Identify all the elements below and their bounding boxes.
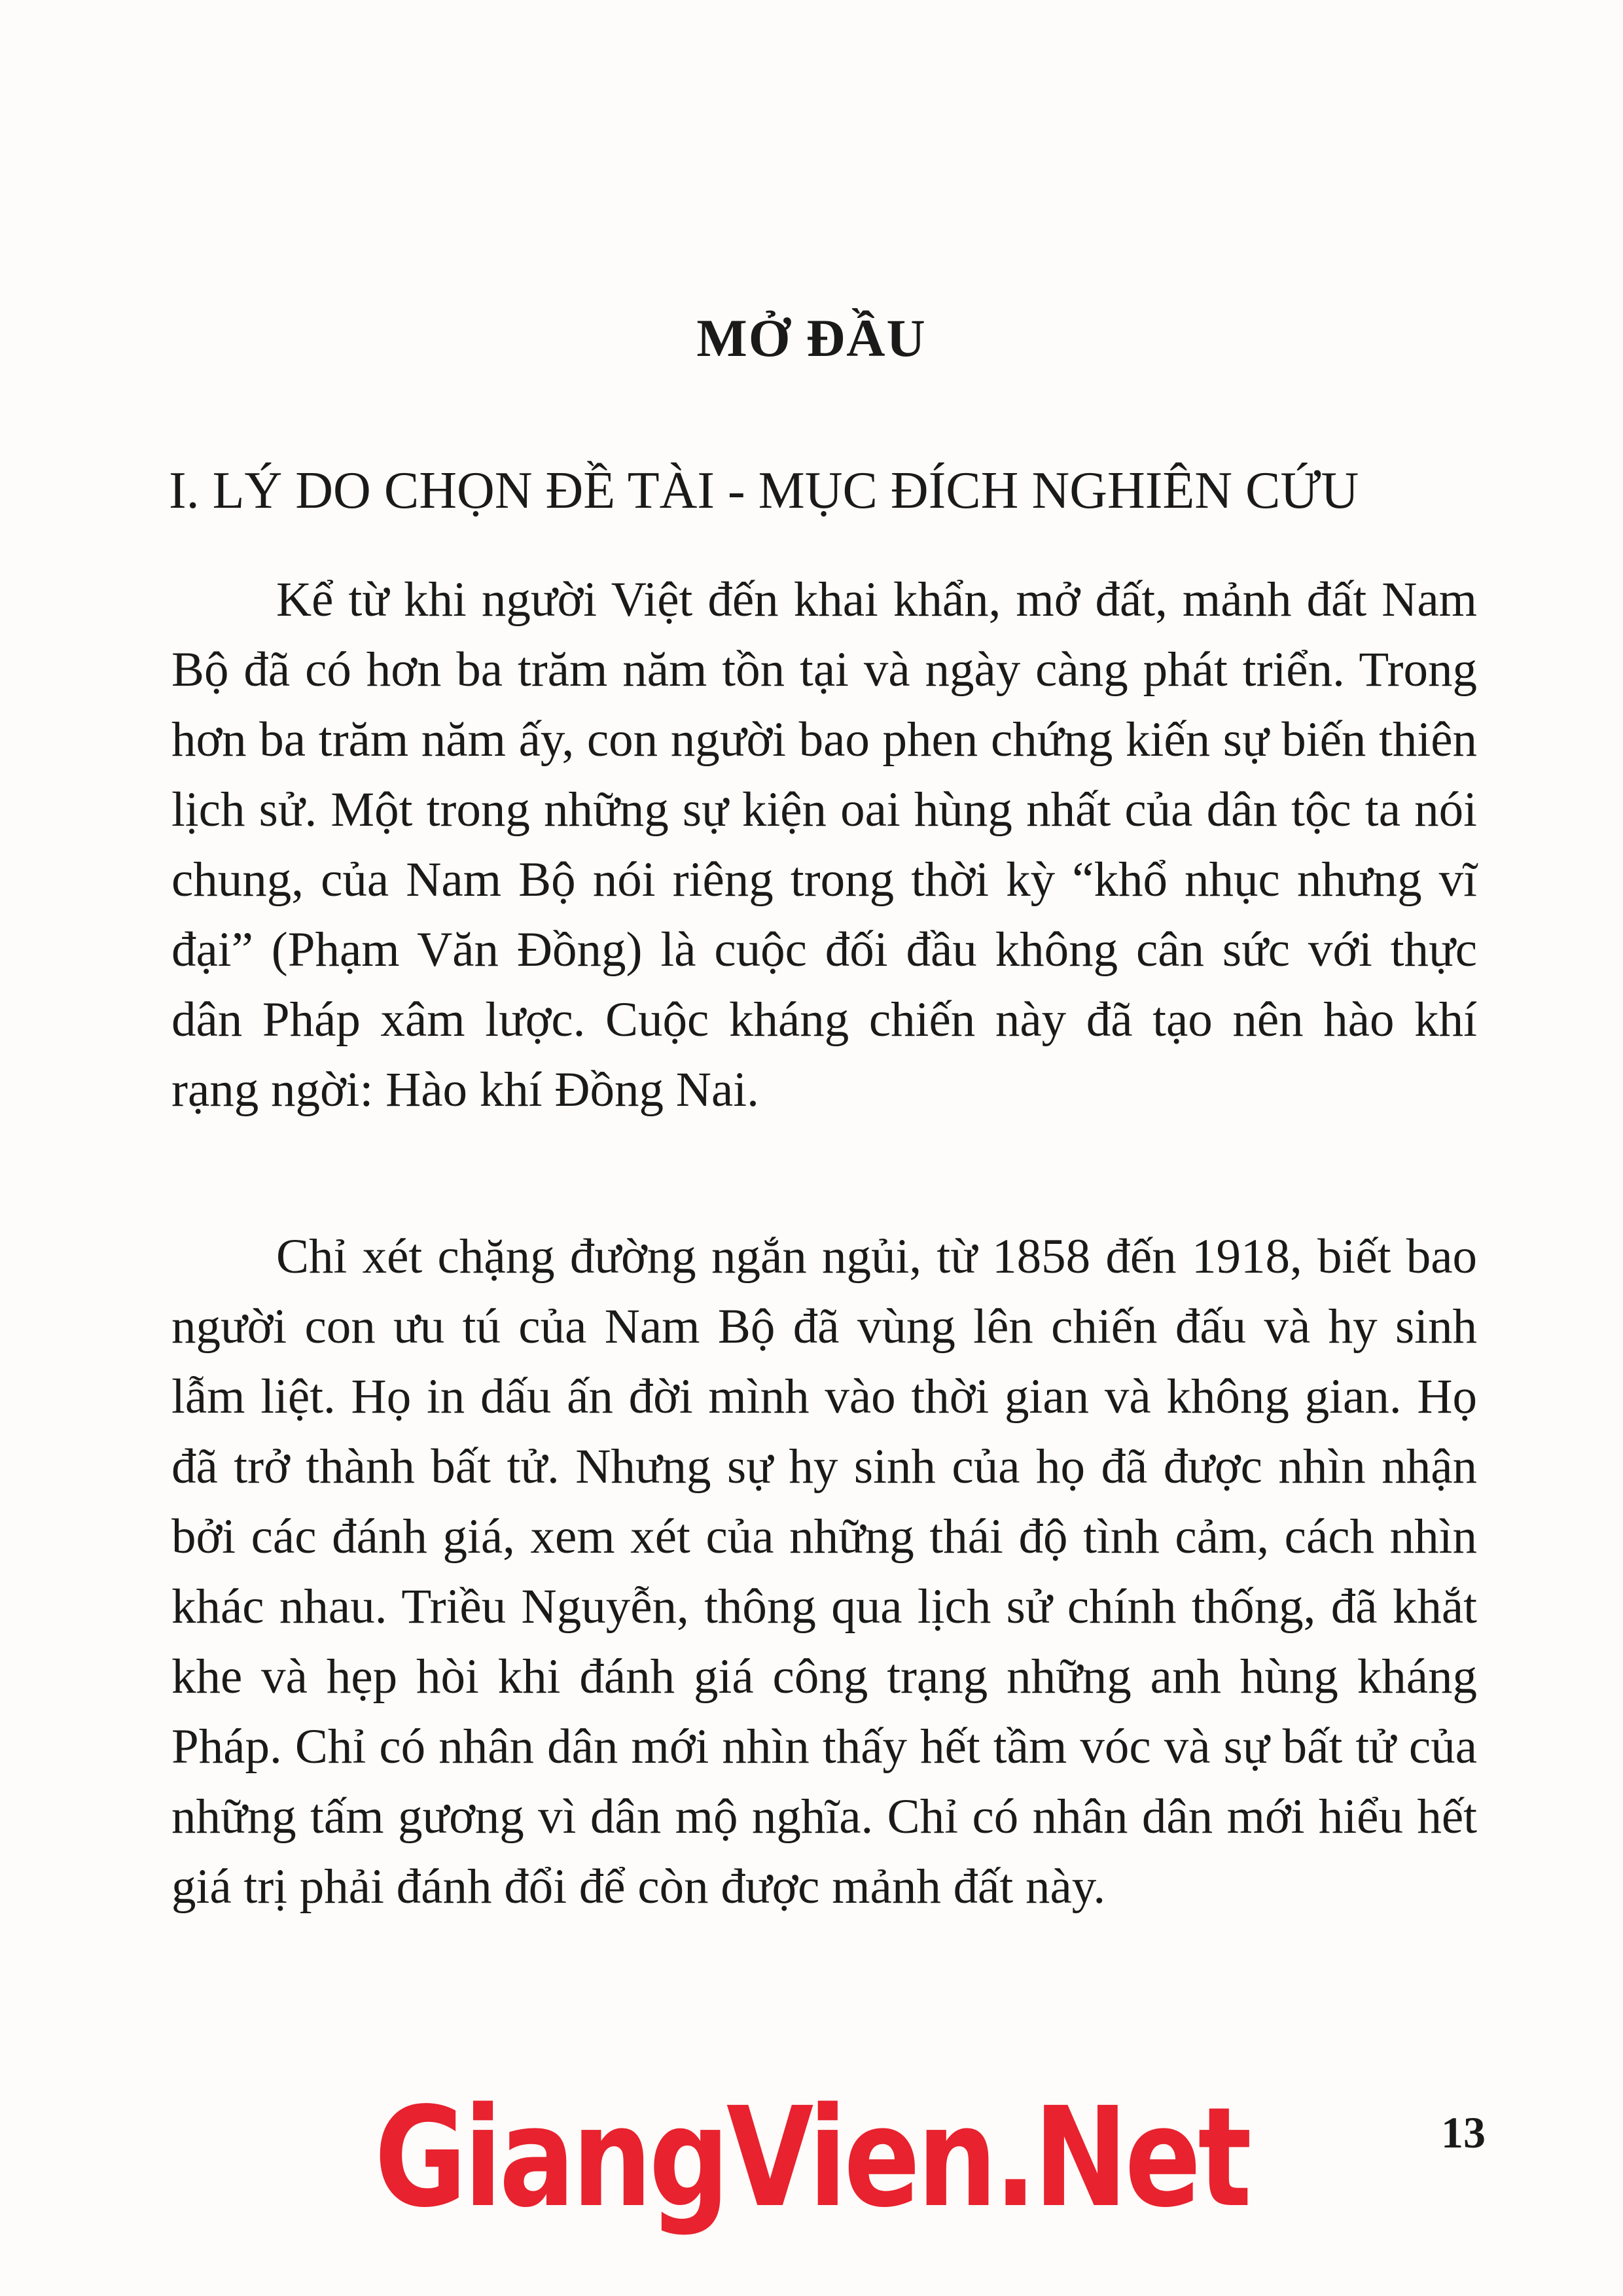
chapter-title: MỞ ĐẦU (696, 308, 927, 368)
watermark-logo: GiangVien.Net (374, 2077, 1249, 2238)
section-heading: I. LÝ DO CHỌN ĐỀ TÀI - MỤC ĐÍCH NGHIÊN CỨU (169, 462, 1359, 520)
paragraph-2 (171, 1222, 1477, 1922)
paragraph-1-text: Kể từ khi người Việt đến khai khẩn, mở đất, mảnh đất Nam Bộ đã có hơn ba trăm năm tồn tại và ngày càng phát triển. Trong hơn ba trăm năm ấy, con người bao phen chứng kiến sự biến thiên lịch sử. Một trong những sự kiện oai hùng nhất của dân tộc ta nói chung, của Nam Bộ nói riêng trong thời kỳ “khổ nhục nhưng vĩ đại” (Phạm Văn Đồng) là cuộc đối đầu không cân sức với thực dân Pháp xâm lược. Cuộc kháng chiến này đã tạo nên hào khí rạng ngời: Hào khí Đồng Nai. (171, 573, 1477, 1117)
page-number: 13 (1441, 2108, 1486, 2157)
paragraph-1 (171, 565, 1477, 1125)
paragraph-2-text: Chỉ xét chặng đường ngắn ngủi, từ 1858 đến 1918, biết bao người con ưu tú của Nam Bộ đã vùng lên chiến đấu và hy sinh lẫm liệt. Họ in dấu ấn đời mình vào thời gian và không gian. Họ đã trở thành bất tử. Nhưng sự hy sinh của họ đã được nhìn nhận bởi các đánh giá, xem xét của những thái độ tình cảm, cách nhìn khác nhau. Triều Nguyễn, thông qua lịch sử chính thống, đã khắt khe và hẹp hòi khi đánh giá công trạng những anh hùng kháng Pháp. Chỉ có nhân dân mới nhìn thấy hết tầm vóc và sự bất tử của những tấm gương vì dân mộ nghĩa. Chỉ có nhân dân mới hiểu hết giá trị phải đánh đổi để còn được mảnh đất này. (171, 1229, 1477, 1914)
